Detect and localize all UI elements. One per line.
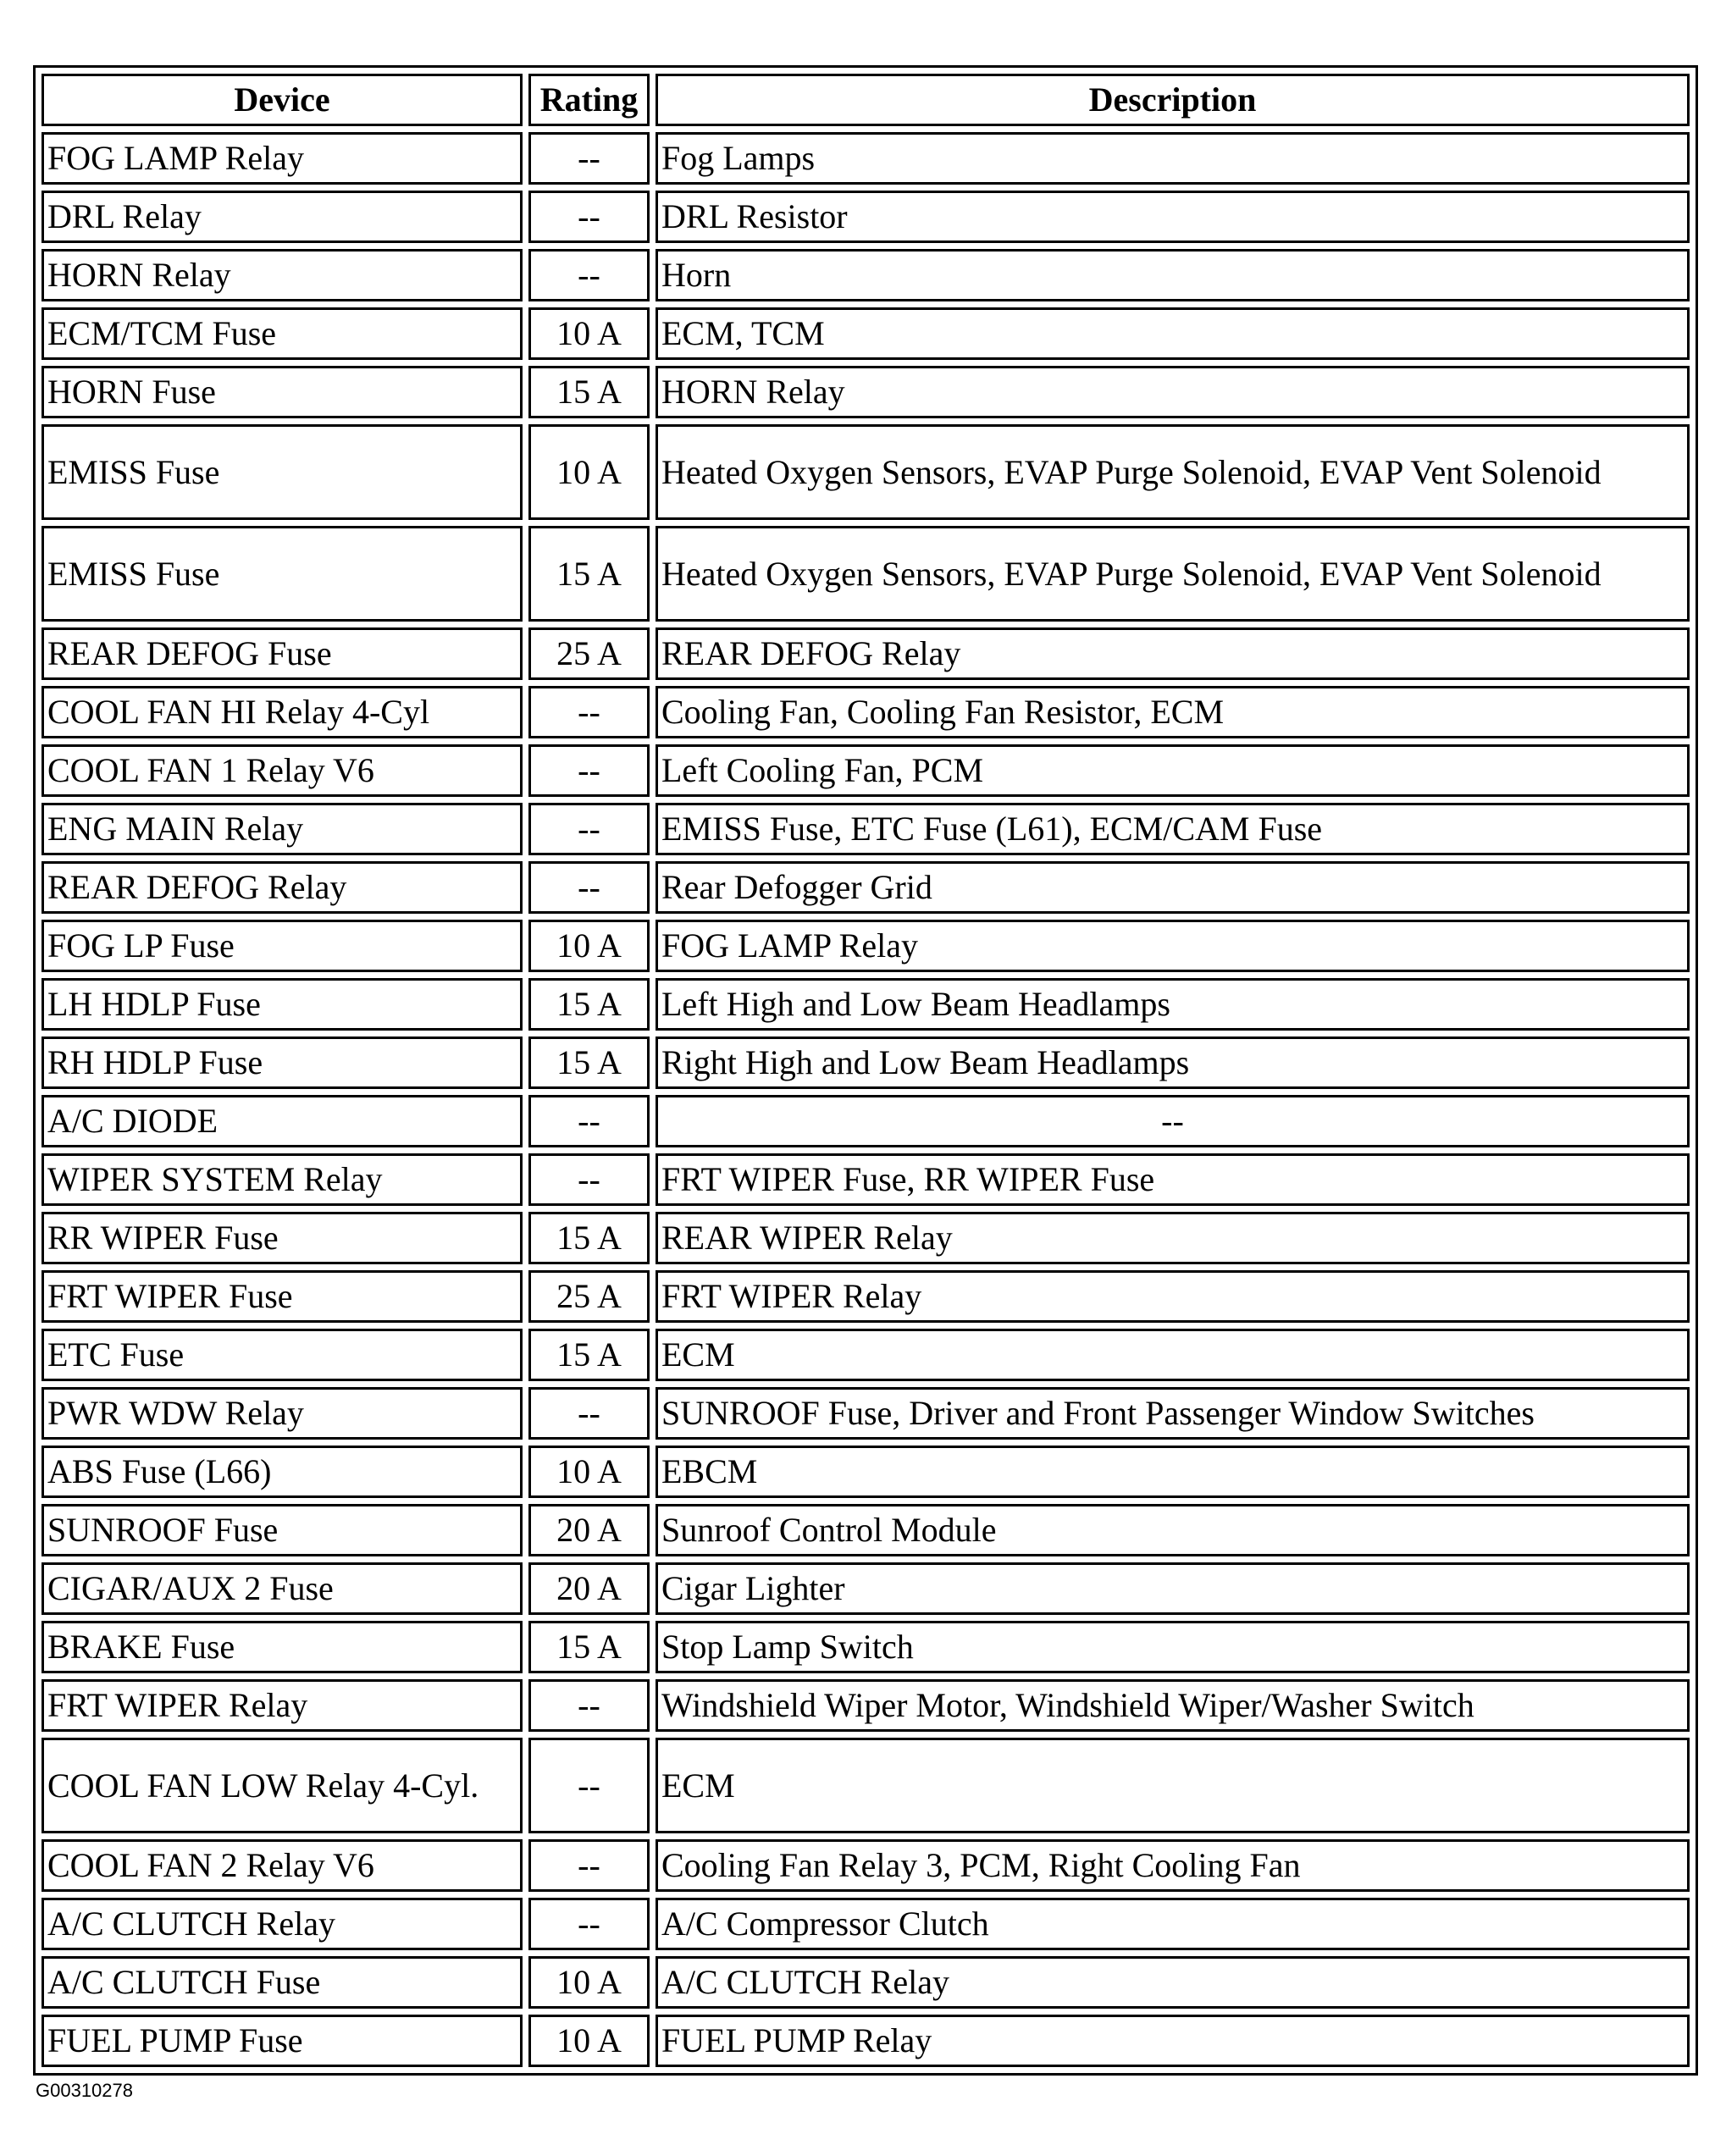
description-cell: SUNROOF Fuse, Driver and Front Passenger Window Switches [656, 1387, 1690, 1440]
table-row [41, 1212, 1690, 1264]
header-rating: Rating [528, 74, 650, 126]
table-row [41, 686, 1690, 738]
rating-cell: 15 A [528, 978, 650, 1031]
rating-cell: 10 A [528, 1956, 650, 2009]
rating-cell: -- [528, 1839, 650, 1892]
device-cell: ETC Fuse [41, 1329, 523, 1381]
device-cell: FOG LAMP Relay [41, 132, 523, 185]
table-row [41, 978, 1690, 1031]
rating-cell: -- [528, 249, 650, 301]
rating-cell: 10 A [528, 424, 650, 520]
device-cell: DRL Relay [41, 191, 523, 243]
description-cell: EBCM [656, 1446, 1690, 1498]
rating-cell: 15 A [528, 526, 650, 622]
description-cell: FUEL PUMP Relay [656, 2015, 1690, 2067]
table-row [41, 1562, 1690, 1615]
rating-cell: 10 A [528, 307, 650, 360]
rating-cell: 15 A [528, 1037, 650, 1089]
device-cell: COOL FAN 2 Relay V6 [41, 1839, 523, 1892]
rating-cell: 15 A [528, 1621, 650, 1673]
table-row [41, 744, 1690, 797]
table-row [41, 1839, 1690, 1892]
description-cell: Horn [656, 249, 1690, 301]
device-cell: RH HDLP Fuse [41, 1037, 523, 1089]
rating-cell: -- [528, 744, 650, 797]
rating-cell: 15 A [528, 1329, 650, 1381]
description-cell: A/C Compressor Clutch [656, 1898, 1690, 1950]
table-body [41, 132, 1690, 2067]
rating-cell: -- [528, 1387, 650, 1440]
table-row [41, 1621, 1690, 1673]
table-row [41, 1679, 1690, 1732]
rating-cell: -- [528, 803, 650, 855]
description-cell: -- [656, 1095, 1690, 1147]
table-row [41, 366, 1690, 418]
rating-cell: -- [528, 1153, 650, 1206]
rating-cell: 25 A [528, 627, 650, 680]
device-cell: BRAKE Fuse [41, 1621, 523, 1673]
device-cell: EMISS Fuse [41, 526, 523, 622]
table-row [41, 1956, 1690, 2009]
description-cell: ECM [656, 1738, 1690, 1833]
device-cell: CIGAR/AUX 2 Fuse [41, 1562, 523, 1615]
device-cell: A/C CLUTCH Fuse [41, 1956, 523, 2009]
device-cell: HORN Relay [41, 249, 523, 301]
device-cell: COOL FAN 1 Relay V6 [41, 744, 523, 797]
rating-cell: 20 A [528, 1562, 650, 1615]
table-header-row [41, 74, 1690, 126]
description-cell: DRL Resistor [656, 191, 1690, 243]
device-cell: LH HDLP Fuse [41, 978, 523, 1031]
description-cell: ECM [656, 1329, 1690, 1381]
header-description: Description [656, 74, 1690, 126]
device-cell: REAR DEFOG Relay [41, 861, 523, 914]
device-cell: WIPER SYSTEM Relay [41, 1153, 523, 1206]
rating-cell: 10 A [528, 1446, 650, 1498]
device-cell: PWR WDW Relay [41, 1387, 523, 1440]
table-row [41, 1095, 1690, 1147]
description-cell: Windshield Wiper Motor, Windshield Wiper/Washer Switch [656, 1679, 1690, 1732]
description-cell: A/C CLUTCH Relay [656, 1956, 1690, 2009]
description-cell: Rear Defogger Grid [656, 861, 1690, 914]
table-row [41, 1898, 1690, 1950]
fuse-relay-table [36, 68, 1696, 2073]
table-row [41, 307, 1690, 360]
rating-cell: -- [528, 1679, 650, 1732]
description-cell: FRT WIPER Relay [656, 1270, 1690, 1323]
device-cell: COOL FAN LOW Relay 4-Cyl. [41, 1738, 523, 1833]
table-row [41, 249, 1690, 301]
table-row [41, 1153, 1690, 1206]
device-cell: FOG LP Fuse [41, 920, 523, 972]
rating-cell: 15 A [528, 366, 650, 418]
rating-cell: -- [528, 191, 650, 243]
device-cell: REAR DEFOG Fuse [41, 627, 523, 680]
description-cell: Cooling Fan Relay 3, PCM, Right Cooling Fan [656, 1839, 1690, 1892]
table-row [41, 920, 1690, 972]
device-cell: ABS Fuse (L66) [41, 1446, 523, 1498]
description-cell: Heated Oxygen Sensors, EVAP Purge Solenoid, EVAP Vent Solenoid [656, 526, 1690, 622]
table-row [41, 1387, 1690, 1440]
device-cell: HORN Fuse [41, 366, 523, 418]
description-cell: FOG LAMP Relay [656, 920, 1690, 972]
table-row [41, 1270, 1690, 1323]
device-cell: ECM/TCM Fuse [41, 307, 523, 360]
description-cell: REAR DEFOG Relay [656, 627, 1690, 680]
table-row [41, 132, 1690, 185]
device-cell: A/C CLUTCH Relay [41, 1898, 523, 1950]
rating-cell: -- [528, 686, 650, 738]
header-device: Device [41, 74, 523, 126]
device-cell: RR WIPER Fuse [41, 1212, 523, 1264]
device-cell: SUNROOF Fuse [41, 1504, 523, 1556]
description-cell: FRT WIPER Fuse, RR WIPER Fuse [656, 1153, 1690, 1206]
rating-cell: -- [528, 132, 650, 185]
rating-cell: -- [528, 1738, 650, 1833]
rating-cell: -- [528, 861, 650, 914]
table-row [41, 1738, 1690, 1833]
rating-cell: -- [528, 1898, 650, 1950]
device-cell: EMISS Fuse [41, 424, 523, 520]
table-row [41, 1504, 1690, 1556]
device-cell: A/C DIODE [41, 1095, 523, 1147]
description-cell: EMISS Fuse, ETC Fuse (L61), ECM/CAM Fuse [656, 803, 1690, 855]
description-cell: Cooling Fan, Cooling Fan Resistor, ECM [656, 686, 1690, 738]
description-cell: Sunroof Control Module [656, 1504, 1690, 1556]
table-row [41, 1446, 1690, 1498]
table-row [41, 803, 1690, 855]
description-cell: Cigar Lighter [656, 1562, 1690, 1615]
rating-cell: 20 A [528, 1504, 650, 1556]
rating-cell: 15 A [528, 1212, 650, 1264]
rating-cell: 25 A [528, 1270, 650, 1323]
table-row [41, 424, 1690, 520]
description-cell: ECM, TCM [656, 307, 1690, 360]
description-cell: HORN Relay [656, 366, 1690, 418]
rating-cell: -- [528, 1095, 650, 1147]
description-cell: Left High and Low Beam Headlamps [656, 978, 1690, 1031]
device-cell: ENG MAIN Relay [41, 803, 523, 855]
table-row [41, 1037, 1690, 1089]
device-cell: FRT WIPER Relay [41, 1679, 523, 1732]
device-cell: COOL FAN HI Relay 4-Cyl [41, 686, 523, 738]
description-cell: Heated Oxygen Sensors, EVAP Purge Solenoid, EVAP Vent Solenoid [656, 424, 1690, 520]
description-cell: REAR WIPER Relay [656, 1212, 1690, 1264]
description-cell: Right High and Low Beam Headlamps [656, 1037, 1690, 1089]
description-cell: Stop Lamp Switch [656, 1621, 1690, 1673]
description-cell: Left Cooling Fan, PCM [656, 744, 1690, 797]
fuse-table-frame [33, 65, 1698, 2076]
rating-cell: 10 A [528, 2015, 650, 2067]
table-row [41, 1329, 1690, 1381]
description-cell: Fog Lamps [656, 132, 1690, 185]
figure-code: G00310278 [36, 2080, 133, 2101]
table-row [41, 861, 1690, 914]
table-row [41, 526, 1690, 622]
device-cell: FRT WIPER Fuse [41, 1270, 523, 1323]
table-row [41, 2015, 1690, 2067]
device-cell: FUEL PUMP Fuse [41, 2015, 523, 2067]
table-row [41, 627, 1690, 680]
rating-cell: 10 A [528, 920, 650, 972]
table-row [41, 191, 1690, 243]
